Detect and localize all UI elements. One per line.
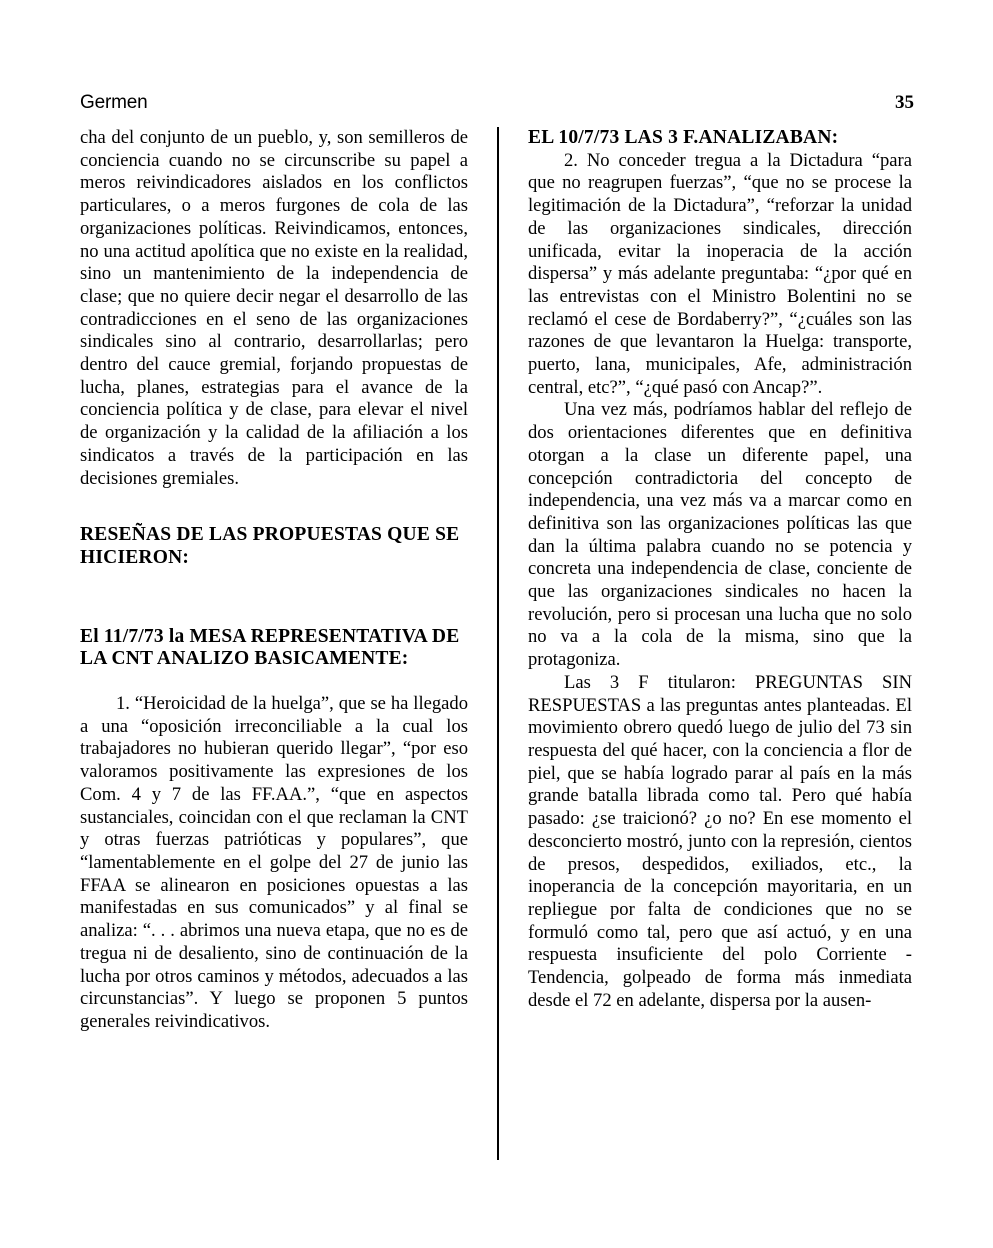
page-number: 35	[895, 92, 914, 113]
column-divider	[497, 127, 499, 1160]
right-paragraph-1: 2. No conceder tregua a la Dictadura “para que no reagrupen fuerzas”, “que no se procese la legitimación de la Dictadura”, “reforzar la unidad de las organizaciones sindicales, dirección unificada, evitar la inoperacia de la acción dispersa” y más adelante preguntaba: “¿por qué en las entrevistas con el Ministro Bolentini no se reclamó el cese de Bordaberry?”, “¿cuáles son las razones de que levantaron la Huelga: transporte, puerto, lana, municipales, Afe, administración central, etc?”, “¿qué pasó con Ancap?”.	[528, 149, 912, 398]
heading-mesa-representativa: El 11/7/73 la MESA REPRESENTATIVA DE LA CNT ANALIZO BASICAMENTE:	[80, 625, 460, 670]
right-column	[528, 127, 912, 1012]
heading-3f-analizaban: EL 10/7/73 LAS 3 F.ANALIZABAN:	[528, 127, 839, 148]
heading-resenas: RESEÑAS DE LAS PROPUESTAS QUE SE HICIERON:	[80, 524, 460, 568]
journal-title: Germen	[80, 92, 148, 113]
running-head	[80, 92, 914, 114]
right-paragraph-2: Una vez más, podríamos hablar del reflejo de dos orientaciones diferentes que en definitiva otorgan a la clase un diferente papel, una concepción contradictoria del concepto de independencia, una vez más va a marcar como en definitiva son las organizaciones políticas las que dan la última palabra cuando no se potencia y concreta una independencia de clase, conciente de que las organizaciones sindicales no hacen la revolución, pero si procesan una lucha que no solo no va a la cola de la misma, sino que la protagoniza.	[528, 399, 912, 671]
right-paragraph-3: Las 3 F titularon: PREGUNTAS SIN RESPUESTAS a las preguntas antes planteadas. El movimiento obrero quedó luego de julio del 73 sin respuesta del qué hacer, con la conciencia a flor de piel, que se había logrado parar al país en la más grande batalla librada como tal. Pero qué había pasado: ¿se traicionó? ¿o no? En ese momento el desconcierto mostró, junto con la represión, cientos de presos, despedidos, exiliados, etc., la inoperancia de la concepción mayoritaria, en un repliegue por falta de condiciones que no se formuló como tal, pero que así actuó, y en una respuesta insuficiente del polo Corriente - Tendencia, golpeado de forma más inmediata desde el 72 en adelante, dispersa por la ausen-	[528, 671, 912, 1011]
left-paragraph-2: 1. “Heroicidad de la huelga”, que se ha llegado a una “oposición irreconciliable a la cual los trabajadores no hubieran querido llegar”, “por eso valoramos positivamente las expresiones de los Com. 4 y 7 de las FF.AA.”, “que en aspectos sustanciales, coincidan con el que reclaman la CNT y otras fuerzas patrióticas y populares”, que “lamentablemente en el golpe del 27 de junio las FFAA se alinearon en posiciones opuestas a las manifestadas en sus comunicados” y al final se analiza: “. . . abrimos una nueva etapa, que no es de tregua ni de desaliento, sino de continuación de la lucha por otros caminos y métodos, adecuados a las circunstancias”. Y luego se proponen 5 puntos generales reivindicativos.	[80, 693, 468, 1032]
left-column	[80, 127, 468, 1034]
left-paragraph-1: cha del conjunto de un pueblo, y, son semilleros de conciencia cuando no se circunscribe su papel a meros reivindicadores aislados en los conflictos particulares, o a meros furgones de cola de las organizaciones políticas. Reivindicamos, entonces, no una actitud apolítica que no existe en la realidad, sino un mantenimiento de la independencia de clase; que no quiere decir negar el desarrollo de las contradicciones en el seno de las organizaciones sindicales sino al contrario, desarrollarlas; pero dentro del cauce gremial, forjando propuestas de lucha, planes, estrategias para el avance de la conciencia política y de clase, para elevar el nivel de organización y la calidad de la afiliación a los sindicatos a través de la participación en las decisiones gremiales.	[80, 127, 468, 489]
